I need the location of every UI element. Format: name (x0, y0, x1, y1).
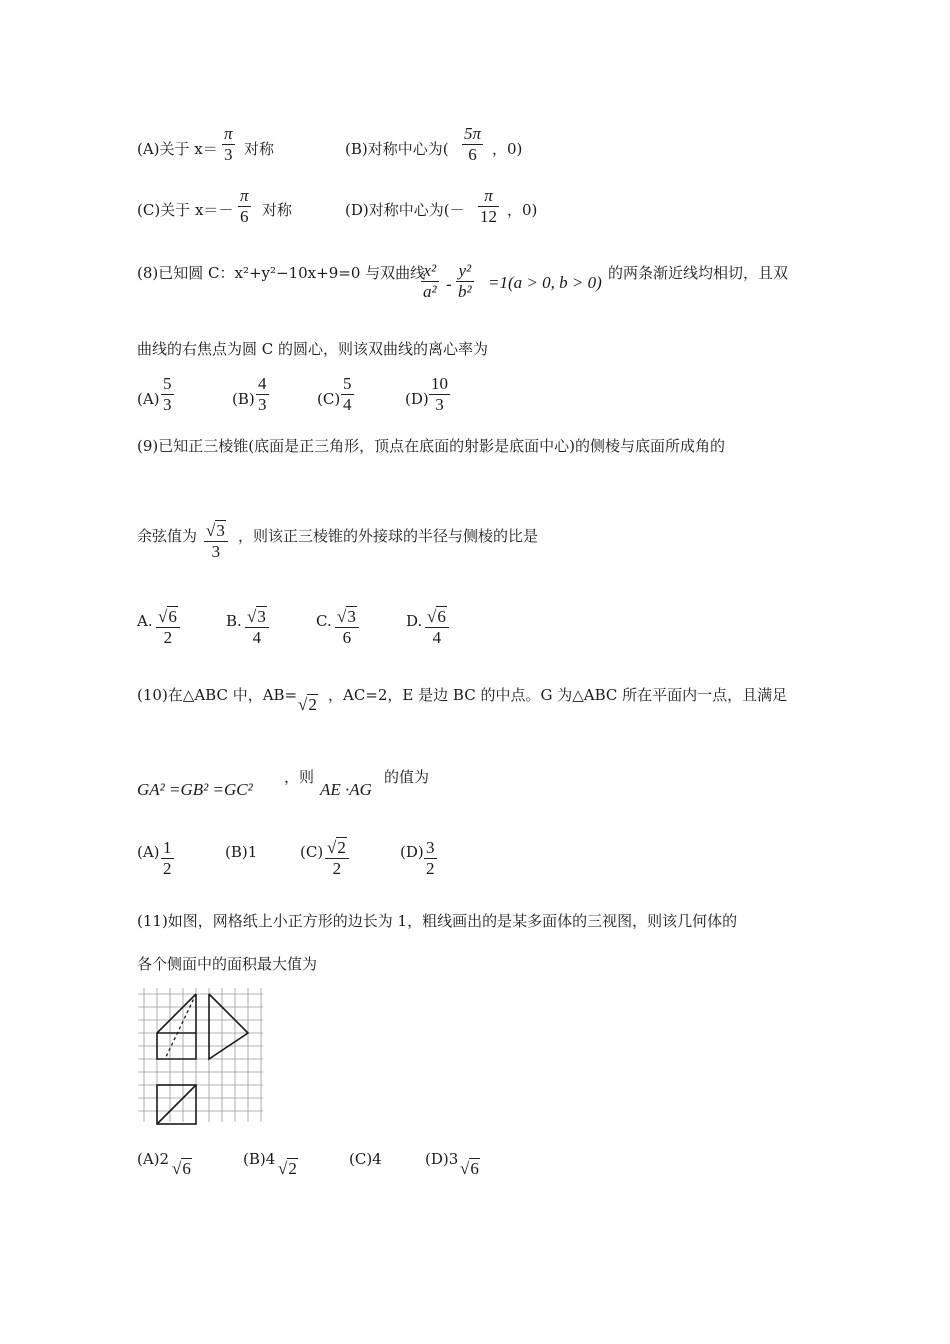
q7-option-b-prefix: (B)对称中心为( (345, 140, 449, 158)
fraction-denominator: 6 (335, 627, 359, 648)
fraction-denominator: b² (458, 282, 472, 301)
radicand: 2 (308, 695, 317, 714)
q8-option-label: (B) (232, 390, 255, 408)
q9-stem-prefix: 余弦值为 (137, 527, 198, 545)
q11-option-sqrt: √6 (460, 1159, 479, 1178)
fraction-numerator: π (484, 186, 493, 205)
q10-tail: 的值为 (384, 768, 430, 786)
fraction-denominator: 3 (258, 395, 267, 414)
fraction-numerator: √3 (206, 521, 225, 540)
q9-option-fraction (156, 607, 180, 648)
q11-stem-line2: 各个侧面中的面积最大值为 (137, 955, 318, 973)
q7-option-b-fraction (462, 124, 483, 165)
q9-option-fraction (245, 607, 269, 648)
fraction-numerator: y² (458, 261, 472, 280)
top-view-diagonal (157, 1085, 196, 1124)
q10-option-c-label: (C) (300, 843, 324, 861)
fraction-denominator: 2 (163, 859, 172, 878)
q8-minus-sign: - (446, 275, 452, 295)
fraction-denominator: 4 (425, 627, 449, 648)
fraction-numerator: √2 (327, 838, 346, 857)
fraction-denominator: 2 (426, 859, 435, 878)
q11-option-sqrt: √6 (172, 1159, 191, 1178)
fraction-denominator: 3 (163, 395, 172, 414)
q8-equation-condition: =1(a > 0, b > 0) (488, 273, 602, 292)
fraction-numerator: 3 (426, 838, 435, 857)
q10-vector-product: AE ·AG (320, 780, 372, 799)
fraction-numerator: √6 (158, 607, 177, 626)
q10-option-b: (B)1 (225, 843, 258, 861)
q8-option-fraction (161, 374, 174, 415)
q8-option-label: (D) (405, 390, 429, 408)
side-view (209, 994, 248, 1059)
q11-option-sqrt: √2 (278, 1159, 297, 1178)
q7-option-d-prefix: (D)对称中心为(－ (345, 201, 465, 219)
q7-option-a-fraction (222, 124, 235, 165)
q10-option-a-fraction (161, 838, 174, 879)
fraction-denominator: 3 (204, 541, 228, 562)
q9-cosine-value (204, 521, 228, 562)
fraction-denominator: 4 (343, 395, 352, 414)
q11-stem-line1: (11)如图，网格纸上小正方形的边长为 1，粗线画出的是某多面体的三视图，则该几何体的 (137, 912, 738, 930)
fraction-numerator: π (240, 186, 249, 205)
q8-stem-suffix: 的两条渐近线均相切，且双 (608, 264, 789, 282)
q9-option-label: A. (137, 612, 153, 630)
fraction-numerator: 1 (163, 838, 172, 857)
q7-option-c-fraction (238, 186, 251, 227)
fraction-denominator: 3 (429, 394, 450, 415)
fraction-denominator: 6 (238, 206, 251, 227)
q10-equation: GA² =GB² =GC² (137, 780, 253, 799)
q9-option-label: C. (316, 612, 332, 630)
q9-stem-suffix: ，则该正三棱锥的外接球的半径与侧棱的比是 (238, 527, 539, 545)
q8-option-fraction (256, 374, 269, 415)
radicand: 6 (437, 607, 446, 626)
fraction-denominator: 2 (156, 627, 180, 648)
fraction-numerator: √3 (247, 607, 266, 626)
fraction-numerator: 10 (431, 374, 448, 393)
q11-option-label: (B)4 (243, 1150, 276, 1168)
q7-option-a-prefix: (A)关于 x＝ (137, 140, 218, 158)
radicand: 3 (347, 607, 356, 626)
fraction-numerator: π (224, 124, 233, 143)
fraction-denominator: 4 (245, 627, 269, 648)
radicand: 3 (257, 607, 266, 626)
q7-option-d-suffix: ，0) (507, 201, 538, 219)
q10-option-a-label: (A) (137, 843, 160, 861)
radicand: 3 (216, 521, 225, 540)
q8-option-fraction (429, 374, 450, 415)
q9-stem-line1: (9)已知正三棱锥(底面是正三角形，顶点在底面的射影是底面中心)的侧棱与底面所成角的 (137, 437, 725, 455)
q10-then: ，则 (284, 768, 315, 786)
q8-option-label: (A) (137, 390, 160, 408)
q9-option-label: D. (406, 612, 423, 630)
front-view (157, 994, 196, 1059)
q8-stem-line2: 曲线的右焦点为圆 C 的圆心，则该双曲线的离心率为 (137, 340, 489, 358)
q8-option-fraction (341, 374, 354, 415)
q8-hyperbola-x-term (421, 261, 439, 302)
fraction-numerator: √6 (427, 607, 446, 626)
q7-option-a-suffix: 对称 (244, 140, 275, 158)
fraction-numerator: 5 (163, 374, 172, 393)
q8-hyperbola-y-term (456, 261, 474, 302)
three-view-drawing (135, 985, 265, 1125)
radicand: 6 (470, 1159, 479, 1178)
fraction-denominator: 3 (222, 144, 235, 165)
q10-stem-suffix: ，AC=2，E 是边 BC 的中点。G 为△ABC 所在平面内一点，且满足 (328, 686, 788, 704)
fraction-denominator: 12 (480, 207, 497, 226)
q8-option-label: (C) (317, 390, 341, 408)
q11-option-label: (A)2 (137, 1150, 170, 1168)
radicand: 2 (337, 838, 346, 857)
q10-option-c-fraction (325, 838, 349, 879)
q8-stem-prefix: (8)已知圆 C：x²+y²−10x+9=0 与双曲线 (137, 264, 426, 282)
q9-option-fraction (335, 607, 359, 648)
q10-stem-prefix: (10)在△ABC 中，AB= (137, 686, 298, 704)
fraction-numerator: 4 (258, 374, 267, 393)
q7-option-b-suffix: ，0) (492, 140, 523, 158)
q10-option-d-fraction (424, 838, 437, 879)
q7-option-c-suffix: 对称 (262, 201, 293, 219)
q7-option-c-prefix: (C)关于 x＝－ (137, 201, 234, 219)
fraction-numerator: √3 (337, 607, 356, 626)
fraction-denominator: 6 (462, 144, 483, 165)
fraction-numerator: 5π (464, 124, 482, 143)
q11-option-label: (C)4 (349, 1150, 382, 1168)
radicand: 6 (168, 607, 177, 626)
q10-option-d-label: (D) (400, 843, 424, 861)
fraction-denominator: 2 (325, 858, 349, 879)
radicand: 6 (182, 1159, 191, 1178)
fraction-denominator: a² (423, 282, 437, 301)
q11-option-label: (D)3 (425, 1150, 459, 1168)
q9-option-fraction (425, 607, 449, 648)
radicand: 2 (288, 1159, 297, 1178)
fraction-numerator: x² (423, 261, 437, 280)
q9-option-label: B. (226, 612, 242, 630)
q7-option-d-fraction (478, 186, 499, 227)
fraction-numerator: 5 (343, 374, 352, 393)
q10-ab-sqrt: √2 (298, 695, 317, 714)
